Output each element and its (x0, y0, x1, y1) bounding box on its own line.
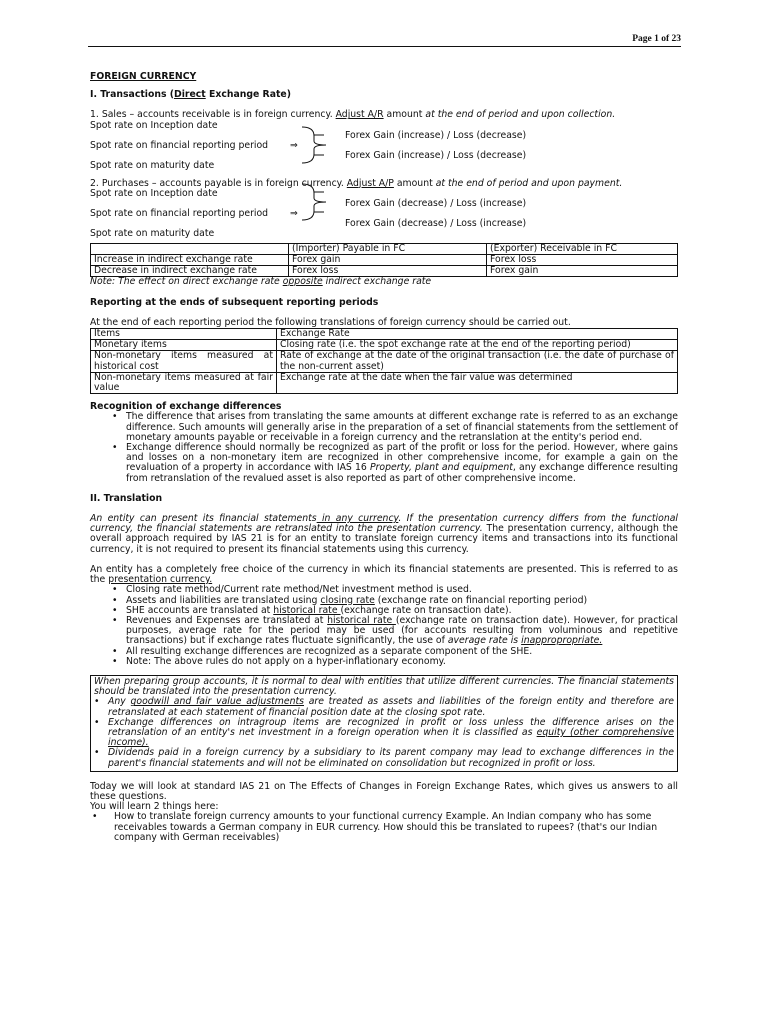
sales-rate-block (90, 119, 678, 171)
section-heading-recognition: Recognition of exchange differences (90, 401, 282, 413)
table-cell: Non-monetary items measured at fair value (91, 372, 277, 393)
list-item: • Dividends paid in a foreign currency by a subsidiary to its parent company may lead to exchange differences in the parent's financial statements and will not be eliminated on consolidation but recognized in profit or loss. (94, 747, 674, 769)
table-row (91, 372, 678, 393)
sales-item: 1. Sales – accounts receivable is in foreign currency. Adjust A/R amount at the end of period and upon collection. (90, 109, 616, 121)
table-cell: Rate of exchange at the date of the original transaction (i.e. the date of purchase of the non-current asset) (277, 351, 678, 372)
closing-para: Today we will look at standard IAS 21 on The Effects of Changes in Foreign Exchange Rates, which gives us answers to all these questions. (90, 780, 678, 802)
list-item: • Any goodwill and fair value adjustments are treated as assets and liabilities of the foreign entity and therefore are retranslated at each statement of financial position date at the closing spot rate. (94, 696, 674, 718)
table-header-cell: (Importer) Payable in FC (289, 243, 487, 254)
document-body (90, 72, 678, 843)
rate-label-maturity: Spot rate on maturity date (90, 227, 215, 239)
page-number: Page 1 of 23 (632, 34, 681, 44)
bullet-icon: • (112, 604, 118, 616)
rate-label-reporting: Spot rate on financial reporting period (90, 139, 269, 151)
section-heading-transactions: I. Transactions (Direct Exchange Rate) (90, 89, 291, 101)
forex-result-1: Forex Gain (increase) / Loss (decrease) (345, 129, 527, 141)
table-cell: Increase in indirect exchange rate (91, 255, 289, 266)
list-item: • Revenues and Expenses are translated at historical rate (exchange rate on transaction date). However, for practical purposes, average rate for the period may be used (for accounts resulting from voluminous and repetitive transactions) but if exchange rates fluctuate significantly, the use of average rate is inappropropriate. (112, 614, 678, 647)
table-row (91, 351, 678, 372)
rate-label-reporting: Spot rate on financial reporting period (90, 207, 269, 219)
translation-para-2: An entity has a completely free choice of the currency in which its financial statements are presented. This is referred to as the presentation currency. (90, 563, 678, 586)
list-item: • Closing rate method/Current rate method/Net investment method is used. (112, 584, 472, 596)
list-item: • Exchange difference should normally be recognized as part of the profit or loss for the period. However, where gains and losses on a non-monetary item are recognized in other comprehensive income, for example a gain on the revaluation of a property in accordance with IAS 16 Property, plant and equipment, any exchange difference resulting from retranslation of the revalued asset is also reported as part of other comprehensive income. (112, 442, 679, 484)
table-cell: Closing rate (i.e. the spot exchange rate at the end of the reporting period) (277, 340, 678, 351)
list-item: • How to translate foreign currency amounts to your functional currency Example. An Indian company who has some receivables towards a German company in EUR currency. How should this be translated to rupees? (that's our Indian company with German receivables) (92, 811, 658, 843)
bullet-icon: • (94, 696, 100, 708)
bullet-icon: • (112, 594, 118, 606)
section-heading-reporting: Reporting at the ends of subsequent reporting periods (90, 296, 379, 308)
list-item: • Assets and liabilities are translated using closing rate (exchange rate on financial reporting period) (112, 594, 588, 606)
reporting-intro: At the end of each reporting period the following translations of foreign currency should be carried out. (90, 316, 571, 328)
purchases-item: 2. Purchases – accounts payable is in foreign currency. Adjust A/P amount at the end of period and upon payment. (90, 177, 623, 189)
table-header-row (91, 329, 678, 340)
page-header (88, 36, 681, 47)
rate-label-inception: Spot rate on Inception date (90, 187, 218, 199)
table-header-cell (91, 243, 289, 254)
closing-learn: You will learn 2 things here: (90, 801, 219, 813)
table-cell: Decrease in indirect exchange rate (91, 266, 289, 277)
bullet-icon: • (112, 442, 118, 454)
brace-icon (300, 126, 334, 164)
group-accounts-box (90, 675, 678, 772)
table-row (91, 255, 678, 266)
bullet-icon: • (112, 645, 118, 657)
table-header-cell: Items (91, 329, 277, 340)
table-cell: Forex gain (487, 266, 678, 277)
table-cell: Non-monetary items measured at historical cost (91, 351, 277, 372)
table-cell: Exchange rate at the date when the fair value was determined (277, 372, 678, 393)
list-item: • Exchange differences on intragroup items are recognized in profit or loss unless the difference arises on the retranslation of an entity's net investment in a foreign operation when it is classified as equity (other comprehensive income). (94, 716, 674, 749)
list-item: • SHE accounts are translated at historical rate (exchange rate on transaction date). (112, 604, 512, 616)
rate-label-inception: Spot rate on Inception date (90, 119, 218, 131)
table-header-cell: (Exporter) Receivable in FC (487, 243, 678, 254)
bullet-icon: • (112, 411, 118, 423)
bullet-icon: • (92, 811, 98, 823)
table-cell: Forex loss (289, 266, 487, 277)
purchases-rate-block (90, 187, 678, 239)
forex-result-2: Forex Gain (decrease) / Loss (increase) (345, 217, 527, 229)
table-cell: Forex loss (487, 255, 678, 266)
bullet-icon: • (94, 716, 100, 728)
table-note: Note: The effect on direct exchange rate opposite indirect exchange rate (90, 276, 432, 288)
translation-para-1: An entity can present its financial statements in any currency. If the presentation currency differs from the functional currency, the financial statements are retranslated into the presentation currency. The presentation currency, although the overall approach required by IAS 21 is for an entity to translate foreign currency items and transactions into its functional currency, it is not required to present its financial statements using this currency. (90, 513, 678, 555)
arrow-icon: ⇒ (290, 139, 298, 151)
table-cell: Monetary items (91, 340, 277, 351)
bullet-icon: • (94, 747, 100, 759)
forex-result-1: Forex Gain (decrease) / Loss (increase) (345, 197, 527, 209)
bullet-icon: • (112, 584, 118, 596)
bullet-icon: • (112, 614, 118, 626)
rate-label-maturity: Spot rate on maturity date (90, 159, 215, 171)
list-item: • Note: The above rules do not apply on a hyper-inflationary economy. (112, 655, 446, 667)
group-box-intro: When preparing group accounts, it is normal to deal with entities that utilize different currencies. The financial statements should be translated into the presentation currency. (94, 675, 674, 698)
table-header-row (91, 243, 678, 254)
list-item: • The difference that arises from translating the same amounts at different exchange rate is referred to as an exchange difference. Such amounts will generally arise in the preparation of a set of financial statements from the settlement of monetary amounts payable or receivable in a foreign currency and the retranslation at the entity's period end. (112, 411, 678, 443)
table-header-cell: Exchange Rate (277, 329, 678, 340)
brace-icon (300, 183, 334, 221)
section-heading-translation: II. Translation (90, 492, 163, 504)
table-row (91, 266, 678, 277)
reporting-table (90, 328, 678, 394)
indirect-rate-table (90, 243, 678, 278)
bullet-icon: • (112, 655, 118, 667)
document-title: FOREIGN CURRENCY (90, 71, 197, 82)
table-row (91, 340, 678, 351)
table-cell: Forex gain (289, 255, 487, 266)
list-item: • All resulting exchange differences are recognized as a separate component of the SHE. (112, 645, 533, 657)
forex-result-2: Forex Gain (increase) / Loss (decrease) (345, 149, 527, 161)
arrow-icon: ⇒ (290, 207, 298, 219)
